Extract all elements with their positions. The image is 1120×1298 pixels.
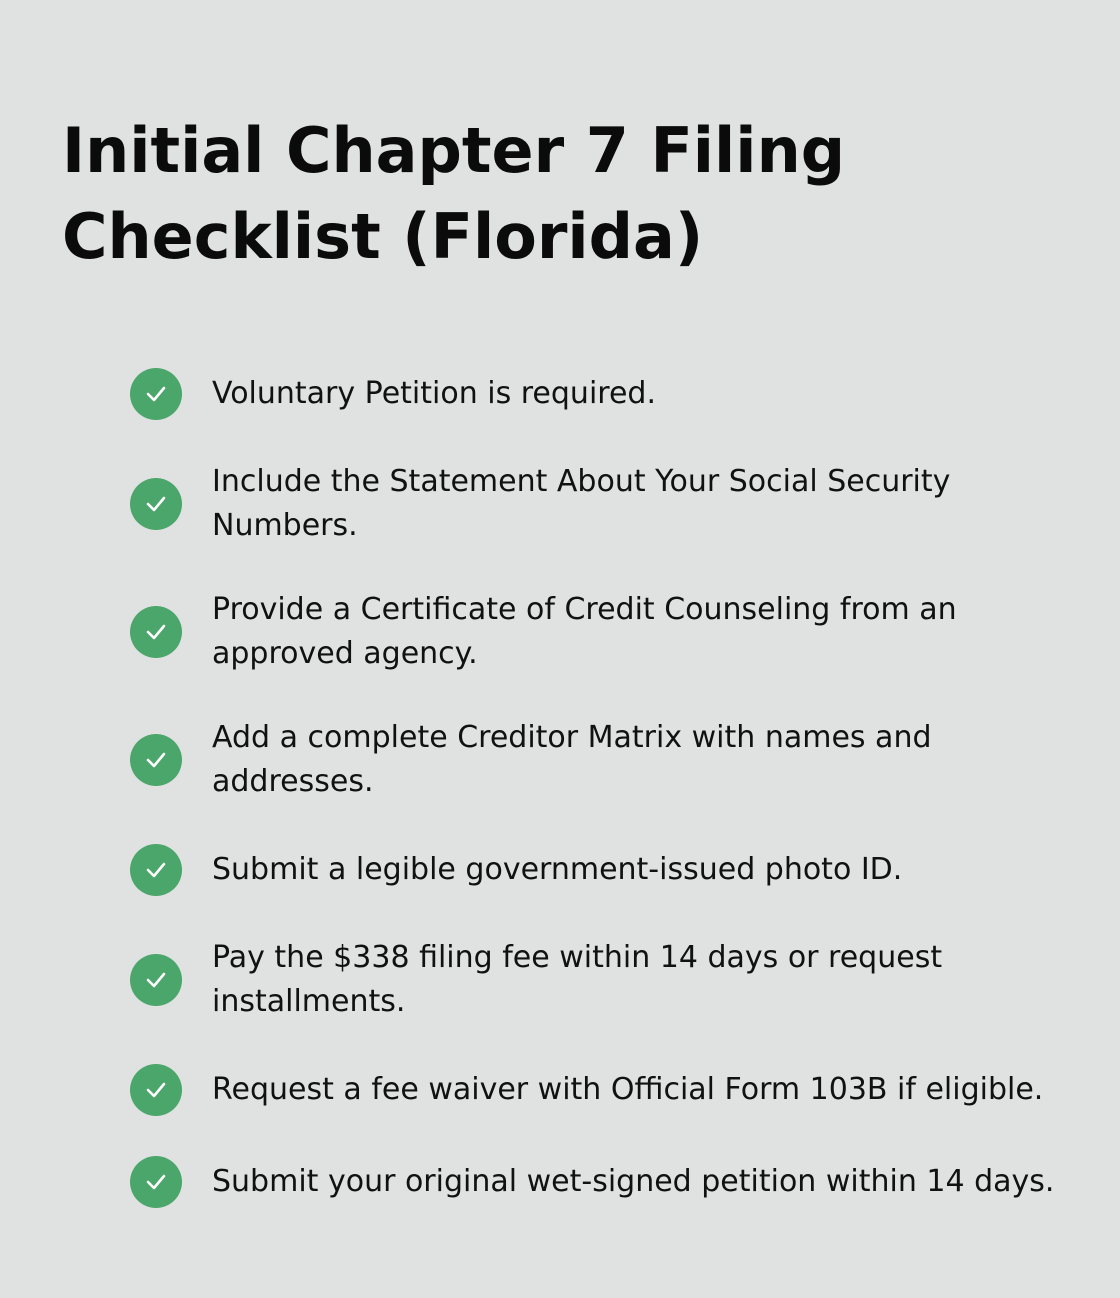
check-circle-icon [130,478,182,530]
checklist-item-line: Submit a legible government-issued photo ID. [212,852,903,887]
check-circle-icon [130,1064,182,1116]
checklist-item-line: Numbers. [212,508,358,543]
checklist-item-line: Submit your original wet-signed petition within 14 days. [212,1164,1055,1199]
checklist-item-line: Voluntary Petition is required. [212,376,656,411]
checklist-item-line: installments. [212,984,406,1019]
title-line-2: Checklist (Florida) [62,200,704,273]
checklist-item-line: addresses. [212,764,374,799]
checklist-item-text [212,588,1092,676]
check-circle-icon [130,844,182,896]
checklist-item-text [212,716,1092,804]
check-circle-icon [130,954,182,1006]
checklist-item-text [212,372,1092,416]
check-circle-icon [130,734,182,786]
checklist-item-line: Add a complete Creditor Matrix with names and [212,720,932,755]
checklist-item-text [212,1068,1092,1112]
title-line-1: Initial Chapter 7 Filing [62,114,846,187]
page-title [62,108,962,280]
checklist-item-line: approved agency. [212,636,478,671]
checklist-item-line: Provide a Certificate of Credit Counseling from an [212,592,957,627]
checklist-item-text [212,1160,1092,1204]
check-circle-icon [130,368,182,420]
checklist-item-line: Request a fee waiver with Official Form 103B if eligible. [212,1072,1044,1107]
checklist-item-text [212,460,1092,548]
checklist-item-line: Pay the $338 filing fee within 14 days or request [212,940,943,975]
checklist-item-line: Include the Statement About Your Social Security [212,464,951,499]
check-circle-icon [130,606,182,658]
check-circle-icon [130,1156,182,1208]
checklist-item-text [212,848,1092,892]
checklist-item-text [212,936,1092,1024]
